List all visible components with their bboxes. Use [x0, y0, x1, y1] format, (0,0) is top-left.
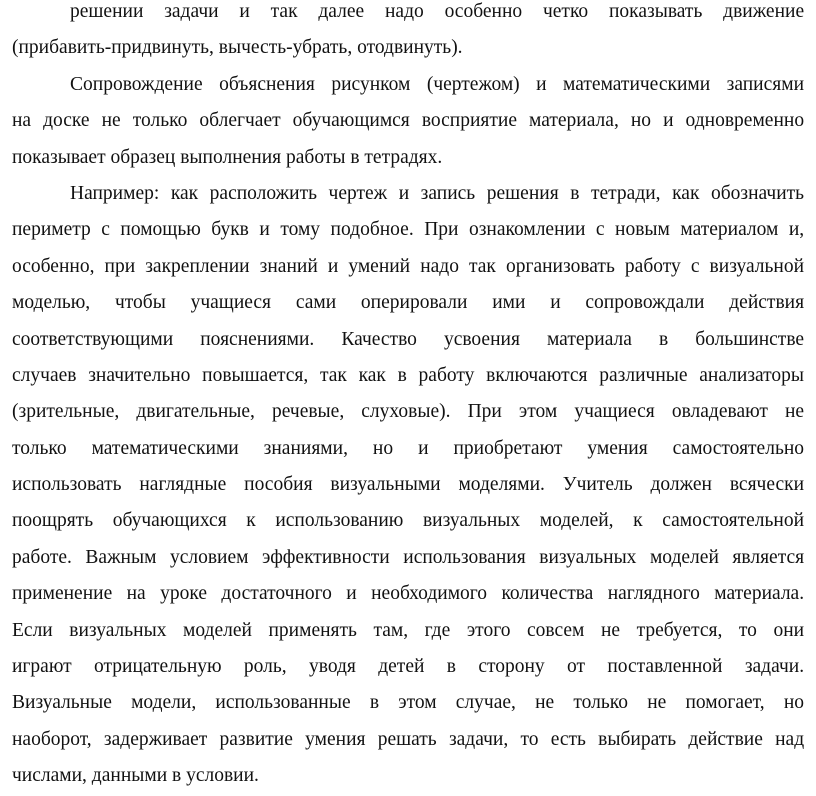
text-line: Если визуальных моделей применять там, где этого совсем не требуется, то они	[12, 619, 805, 641]
paragraph-3	[12, 176, 804, 795]
text-line: на доске не только облегчает обучающимся восприятие материала, но и одновременно	[12, 110, 805, 132]
paragraph-1	[12, 0, 804, 67]
text-line: использовать наглядные пособия визуальными моделями. Учитель должен всячески	[12, 474, 805, 496]
text-line: Визуальные модели, использованные в этом случае, не только не помогает, но	[12, 692, 804, 714]
text-line: особенно, при закреплении знаний и умений надо так организовать работу с визуальной	[12, 255, 805, 277]
text-line: периметр с помощью букв и тому подобное. При ознакомлении с новым материалом и,	[12, 219, 805, 241]
text-line: Например: как расположить чертеж и запись решения в тетради, как обозначить	[70, 182, 805, 204]
text-line: применение на уроке достаточного и необходимого количества наглядного материала.	[12, 583, 805, 605]
text-line: только математическими знаниями, но и приобретают умения самостоятельно	[12, 437, 805, 459]
text-line: соответствующими пояснениями. Качество усвоения материала в большинстве	[12, 328, 805, 350]
text-line: показывает образец выполнения работы в тетрадях.	[12, 146, 443, 168]
text-line: работе. Важным условием эффективности использования визуальных моделей является	[12, 546, 805, 568]
text-line: (зрительные, двигательные, речевые, слуховые). При этом учащиеся овладевают не	[12, 401, 805, 423]
text-line: играют отрицательную роль, уводя детей в сторону от поставленной задачи.	[12, 656, 805, 678]
text-line: поощрять обучающихся к использованию визуальных моделей, к самостоятельной	[12, 510, 805, 532]
paragraph-2	[12, 67, 804, 176]
text-line: Сопровождение объяснения рисунком (чертежом) и математическими записями	[70, 73, 805, 95]
text-line: наоборот, задерживает развитие умения решать задачи, то есть выбирать действие над	[12, 728, 805, 750]
text-line: случаев значительно повышается, так как в работу включаются различные анализаторы	[12, 364, 805, 386]
text-line: числами, данными в условии.	[12, 765, 259, 787]
text-line: решении задачи и так далее надо особенно четко показывать движение	[70, 1, 805, 22]
text-line: (прибавить-придвинуть, вычесть-убрать, отодвинуть).	[12, 37, 463, 59]
text-line: моделью, чтобы учащиеся сами оперировали ими и сопровождали действия	[12, 292, 805, 314]
document-page	[12, 0, 804, 795]
